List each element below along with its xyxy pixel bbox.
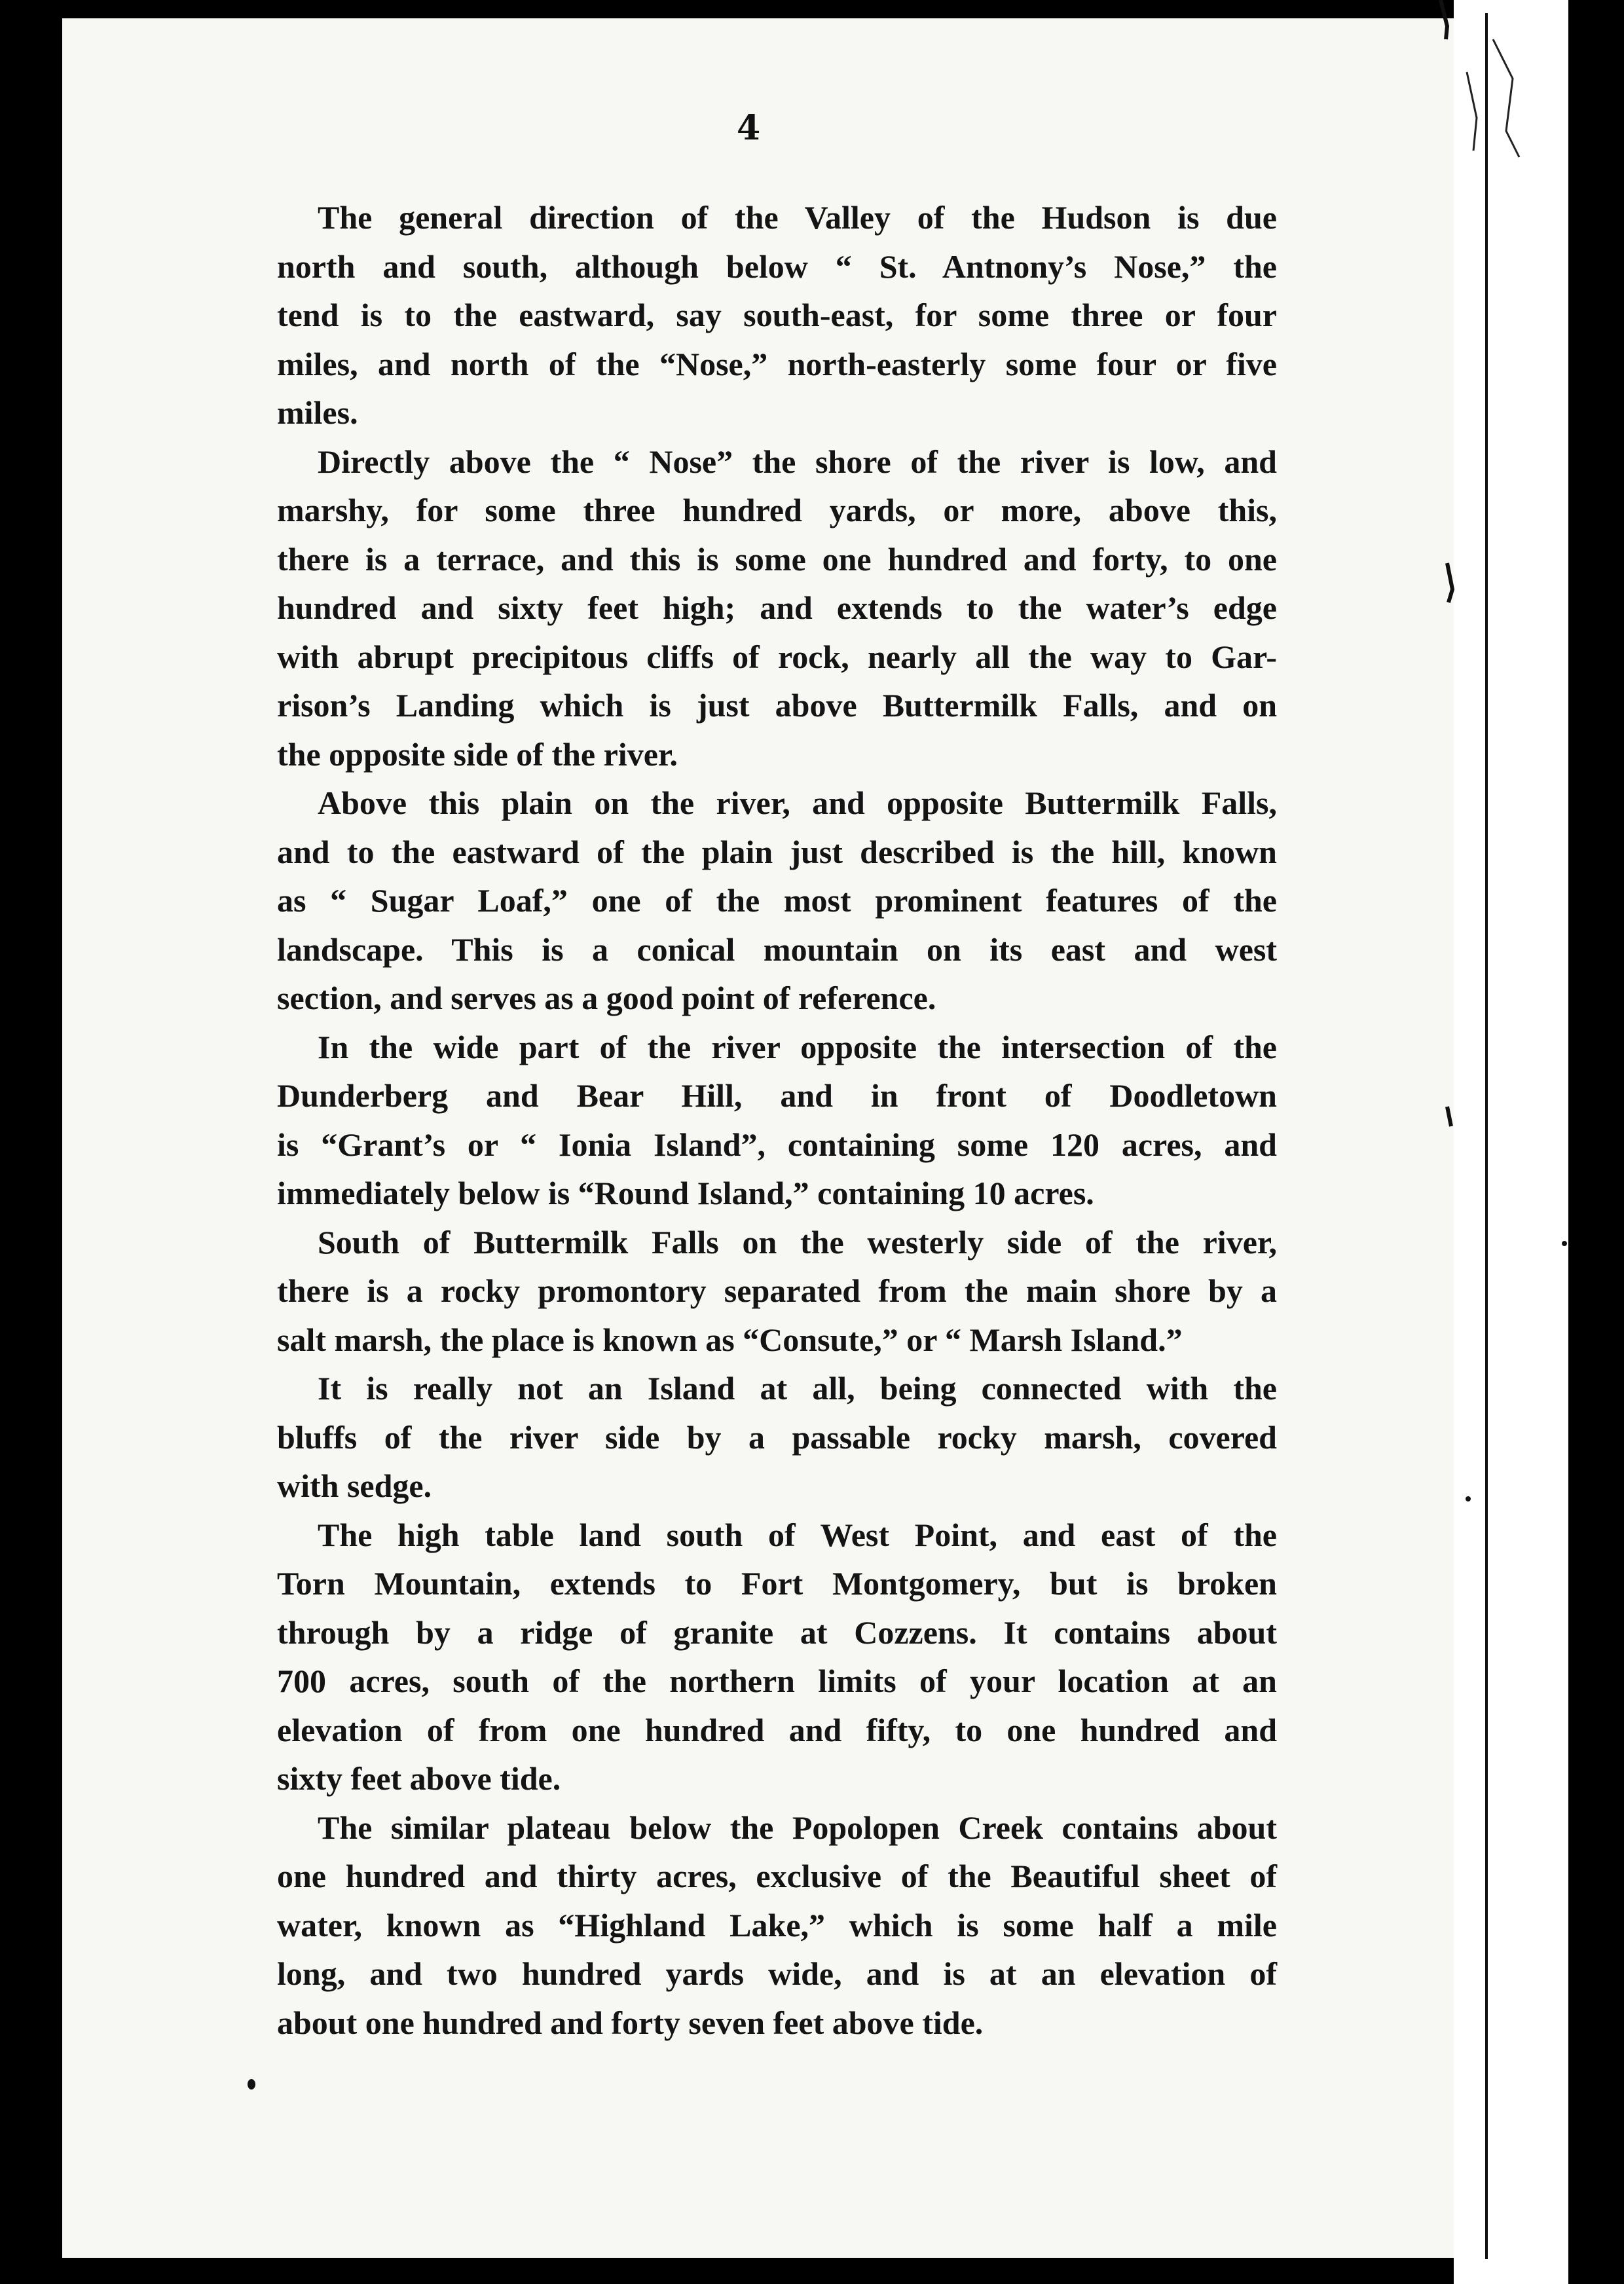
text-line: north and south, although below “ St. Antnony’s Nose,” the xyxy=(277,248,1277,285)
text-line: salt marsh, the place is known as “Consute,” or “ Marsh Island.” xyxy=(277,1321,1183,1358)
paragraph xyxy=(239,779,1277,1023)
text-line: The similar plateau below the Popolopen Creek contains about xyxy=(318,1809,1277,1846)
text-line: tend is to the eastward, say south-east, for some three or four xyxy=(277,297,1277,333)
text-line: marshy, for some three hundred yards, or more, above this, xyxy=(277,492,1277,528)
text-line: there is a terrace, and this is some one hundred and forty, to one xyxy=(277,540,1277,578)
text-line: rison’s Landing which is just above Buttermilk Falls, and on xyxy=(277,687,1277,724)
text-line: The general direction of the Valley of the Hudson is due xyxy=(318,199,1277,236)
paragraph xyxy=(239,1023,1277,1218)
text-line: hundred and sixty feet high; and extends to the water’s edge xyxy=(277,589,1277,626)
text-line: about one hundred and forty seven feet above tide. xyxy=(277,2004,984,2041)
paragraph xyxy=(239,1803,1277,2048)
text-line: with sedge. xyxy=(277,1467,432,1504)
paragraph xyxy=(239,1511,1277,1803)
text-line: landscape. This is a conical mountain on its east and west xyxy=(277,930,1277,968)
paragraph xyxy=(239,1364,1277,1511)
body-text xyxy=(239,193,1277,2047)
text-line: section, and serves as a good point of reference. xyxy=(277,980,936,1016)
text-line: It is really not an Island at all, being connected with the xyxy=(318,1370,1277,1407)
text-line: one hundred and thirty acres, exclusive of the Beautiful sheet of xyxy=(277,1858,1277,1894)
ink-speck xyxy=(248,2079,255,2090)
page-edge-marks xyxy=(1428,0,1572,2284)
text-line: The high table land south of West Point, and east of the xyxy=(318,1516,1277,1553)
paragraph xyxy=(239,437,1277,779)
text-line: Torn Mountain, extends to Fort Montgomery, but is broken xyxy=(277,1565,1277,1602)
ink-speck xyxy=(1562,1241,1567,1246)
ink-speck xyxy=(1466,1496,1471,1501)
text-line: with abrupt precipitous cliffs of rock, nearly all the way to Gar- xyxy=(277,638,1277,675)
text-line: through by a ridge of granite at Cozzens. It contains about xyxy=(277,1613,1277,1651)
text-line: is “Grant’s or “ Ionia Island”, containing some 120 acres, and xyxy=(277,1126,1277,1163)
text-line: Dunderberg and Bear Hill, and in front of Doodletown xyxy=(277,1077,1277,1114)
text-line: miles. xyxy=(277,394,358,431)
text-line: sixty feet above tide. xyxy=(277,1760,561,1797)
text-line: bluffs of the river side by a passable rocky marsh, covered xyxy=(277,1418,1277,1456)
text-line: there is a rocky promontory separated from the main shore by a xyxy=(277,1272,1277,1309)
scan-border-right xyxy=(1570,0,1624,2284)
text-line: In the wide part of the river opposite the intersection of the xyxy=(318,1028,1277,1065)
page-number: 4 xyxy=(737,108,761,148)
text-line: and to the eastward of the plain just described is the hill, known xyxy=(277,833,1277,870)
text-line: 700 acres, south of the northern limits of your location at an xyxy=(277,1663,1277,1699)
paragraph xyxy=(239,193,1277,437)
text-line: the opposite side of the river. xyxy=(277,735,678,773)
paragraph xyxy=(239,1218,1277,1365)
text-line: long, and two hundred yards wide, and is at an elevation of xyxy=(277,1955,1277,1992)
text-line: water, known as “Highland Lake,” which is some half a mile xyxy=(277,1906,1277,1943)
text-line: immediately below is “Round Island,” containing 10 acres. xyxy=(277,1175,1094,1211)
text-line: miles, and north of the “Nose,” north-easterly some four or five xyxy=(277,345,1277,382)
text-line: as “ Sugar Loaf,” one of the most prominent features of the xyxy=(277,882,1277,919)
text-line: South of Buttermilk Falls on the westerly side of the river, xyxy=(318,1223,1277,1261)
text-line: elevation of from one hundred and fifty, to one hundred and xyxy=(277,1711,1277,1748)
text-line: Directly above the “ Nose” the shore of the river is low, and xyxy=(318,443,1277,480)
text-line: Above this plain on the river, and opposite Buttermilk Falls, xyxy=(318,784,1277,821)
